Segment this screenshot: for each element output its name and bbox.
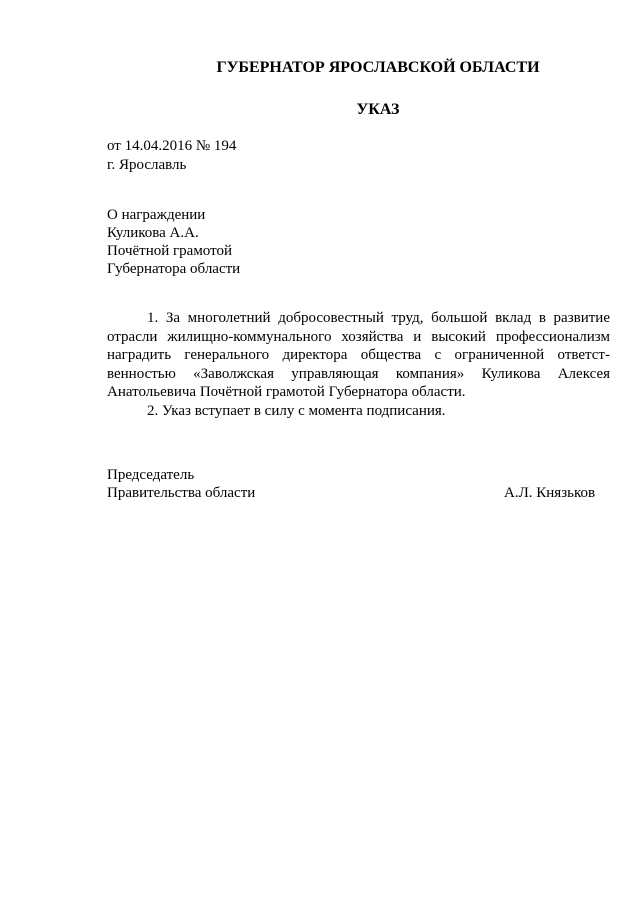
document-authority-title: ГУБЕРНАТОР ЯРОСЛАВСКОЙ ОБЛАСТИ [216,59,540,76]
subject-line: Губернатора области [107,261,241,277]
subject-line: Почётной грамотой [107,243,232,259]
decree-body [107,309,610,420]
subject-line: О награждении [107,207,206,223]
signer-position: Правительства области [107,485,256,501]
date-number: от 14.04.2016 № 194 [107,138,237,154]
city: г. Ярославль [107,157,187,173]
document-type-title: УКАЗ [356,101,400,118]
decree-paragraph: 2. Указ вступает в силу с момента подписания. [147,402,446,419]
subject-line: Куликова А.А. [107,225,199,241]
decree-paragraph: 1. За многолетний добросовестный труд, большой вклад в развитие отрасли жилищно-коммунального хозяйства и высокий профессионализм наградить генерального директора общества с ограниченной ответст-венностью «Заволжская управляющая компания» Куликова Алексея Анатольевича Почётной грамотой Губернатора области. [107,310,610,400]
signer-name: А.Л. Князьков [504,485,596,501]
signer-position: Председатель [107,467,195,483]
